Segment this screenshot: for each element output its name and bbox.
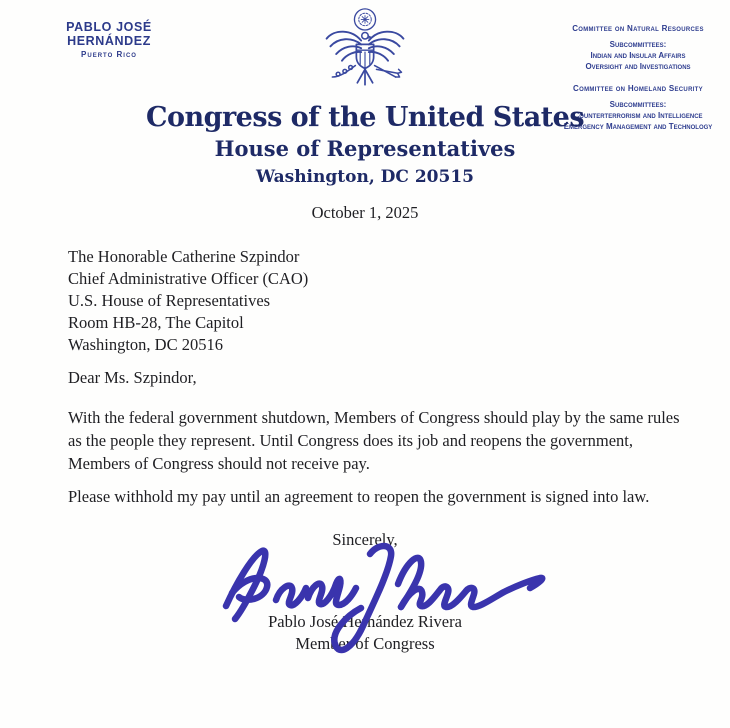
subcommittee-item: Counterterrorism and Intelligence	[573, 111, 703, 120]
committee-natural-resources	[552, 24, 724, 72]
recipient-line: The Honorable Catherine Szpindor	[68, 247, 300, 266]
subcommittee-item: Indian and Insular Affairs	[590, 51, 686, 60]
recipient-address	[68, 246, 308, 356]
heading-washington: Washington, DC 20515	[256, 167, 474, 187]
subcommittee-item: Oversight and Investigations	[585, 62, 691, 71]
recipient-line: U.S. House of Representatives	[68, 291, 271, 310]
committee-name: Committee on Homeland Security	[573, 84, 703, 93]
recipient-line: Washington, DC 20516	[68, 335, 223, 354]
letter-date: October 1, 2025	[311, 203, 419, 222]
closing: Sincerely,	[332, 530, 398, 549]
committee-name: Committee on Natural Resources	[572, 24, 704, 33]
sender-name: PABLO JOSÉ HERNÁNDEZ	[66, 20, 152, 48]
subcommittees-label: Subcommittees:	[609, 40, 667, 49]
heading-house: House of Representatives	[214, 136, 516, 161]
congressional-seal-icon	[316, 6, 414, 102]
signed-title: Member of Congress	[295, 634, 435, 653]
signed-name: Pablo José Hernández Rivera	[268, 612, 462, 631]
body-paragraph: Please withhold my pay until an agreement to reopen the government is signed into law.	[68, 487, 650, 506]
heading-congress: Congress of the United States	[145, 102, 585, 133]
body-paragraph: With the federal government shutdown, Members of Congress should play by the same rules as the people they represent. Until Congress does its job and reopens the government, Members of Congress should not receive pay.	[68, 408, 680, 473]
subcommittees-label: Subcommittees:	[609, 100, 667, 109]
recipient-line: Chief Administrative Officer (CAO)	[68, 269, 309, 288]
letterhead-heading	[0, 101, 730, 189]
subcommittee-item: Emergency Management and Technology	[563, 122, 713, 131]
recipient-line: Room HB-28, The Capitol	[68, 313, 244, 332]
sender-state: Puerto Rico	[81, 50, 137, 59]
sender-block	[24, 20, 194, 59]
signature-ink	[212, 540, 548, 652]
salutation: Dear Ms. Szpindor,	[68, 368, 197, 387]
